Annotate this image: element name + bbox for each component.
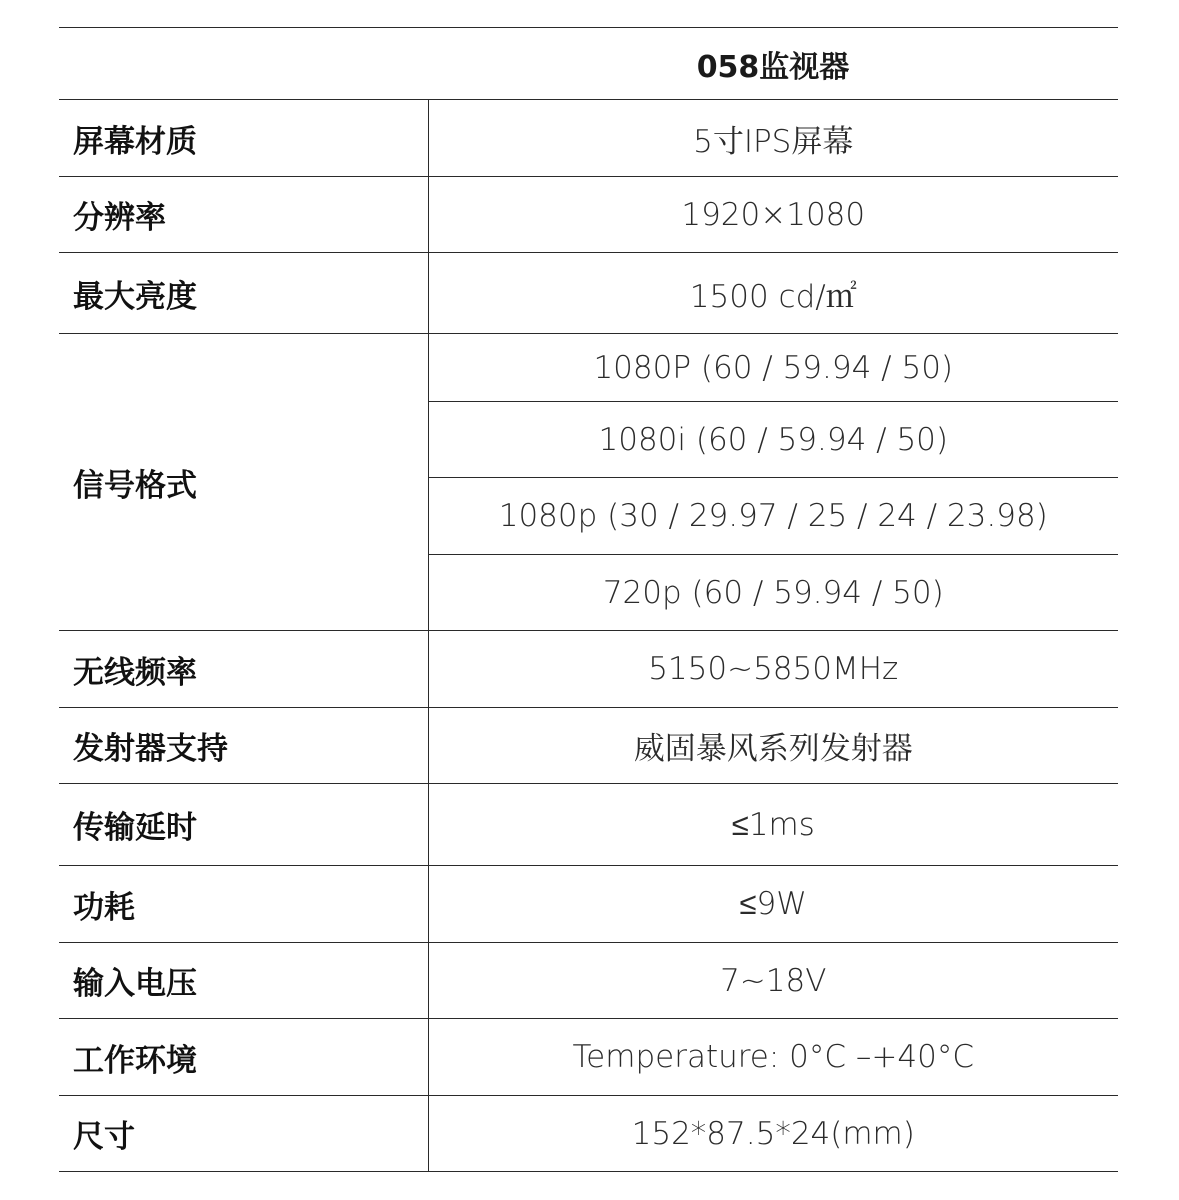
header-empty-cell	[59, 28, 428, 100]
table-row	[59, 1096, 1118, 1172]
spec-value-signal-format-1: 1080P (60 / 59.94 / 50)	[428, 334, 1118, 402]
spec-value-screen-material: 5寸IPS屏幕	[428, 100, 1118, 177]
table-header-row	[59, 28, 1118, 100]
spec-value-wireless-frequency: 5150~5850MHz	[428, 631, 1118, 708]
spec-value-operating-environment: Temperature: 0°C –+40°C	[428, 1019, 1118, 1096]
table-row	[59, 1019, 1118, 1096]
table-row	[59, 253, 1118, 334]
spec-label-operating-environment: 工作环境	[59, 1019, 428, 1096]
spec-label-input-voltage: 输入电压	[59, 943, 428, 1019]
product-title: 058监视器	[428, 28, 1118, 100]
spec-value-power-consumption: ≤9W	[428, 866, 1118, 943]
spec-value-transmitter-support: 威固暴风系列发射器	[428, 708, 1118, 784]
spec-label-signal-format: 信号格式	[59, 334, 428, 631]
spec-table	[59, 27, 1118, 1172]
spec-value-input-voltage: 7~18V	[428, 943, 1118, 1019]
table-row	[59, 334, 1118, 402]
spec-value-dimensions: 152*87.5*24(mm)	[428, 1096, 1118, 1172]
table-row	[59, 177, 1118, 253]
spec-value-latency: ≤1ms	[428, 784, 1118, 866]
spec-label-dimensions: 尺寸	[59, 1096, 428, 1172]
table-row	[59, 100, 1118, 177]
table-row	[59, 631, 1118, 708]
spec-value-signal-format-3: 1080p (30 / 29.97 / 25 / 24 / 23.98)	[428, 478, 1118, 555]
table-row	[59, 943, 1118, 1019]
spec-label-power-consumption: 功耗	[59, 866, 428, 943]
spec-label-screen-material: 屏幕材质	[59, 100, 428, 177]
table-row	[59, 784, 1118, 866]
table-row	[59, 708, 1118, 784]
spec-label-latency: 传输延时	[59, 784, 428, 866]
spec-label-max-brightness: 最大亮度	[59, 253, 428, 334]
spec-value-signal-format-4: 720p (60 / 59.94 / 50)	[428, 555, 1118, 631]
spec-value-max-brightness: 1500 cd/㎡	[428, 253, 1118, 334]
spec-label-transmitter-support: 发射器支持	[59, 708, 428, 784]
spec-label-resolution: 分辨率	[59, 177, 428, 253]
spec-value-resolution: 1920×1080	[428, 177, 1118, 253]
spec-value-signal-format-2: 1080i (60 / 59.94 / 50)	[428, 402, 1118, 478]
spec-label-wireless-frequency: 无线频率	[59, 631, 428, 708]
table-row	[59, 866, 1118, 943]
